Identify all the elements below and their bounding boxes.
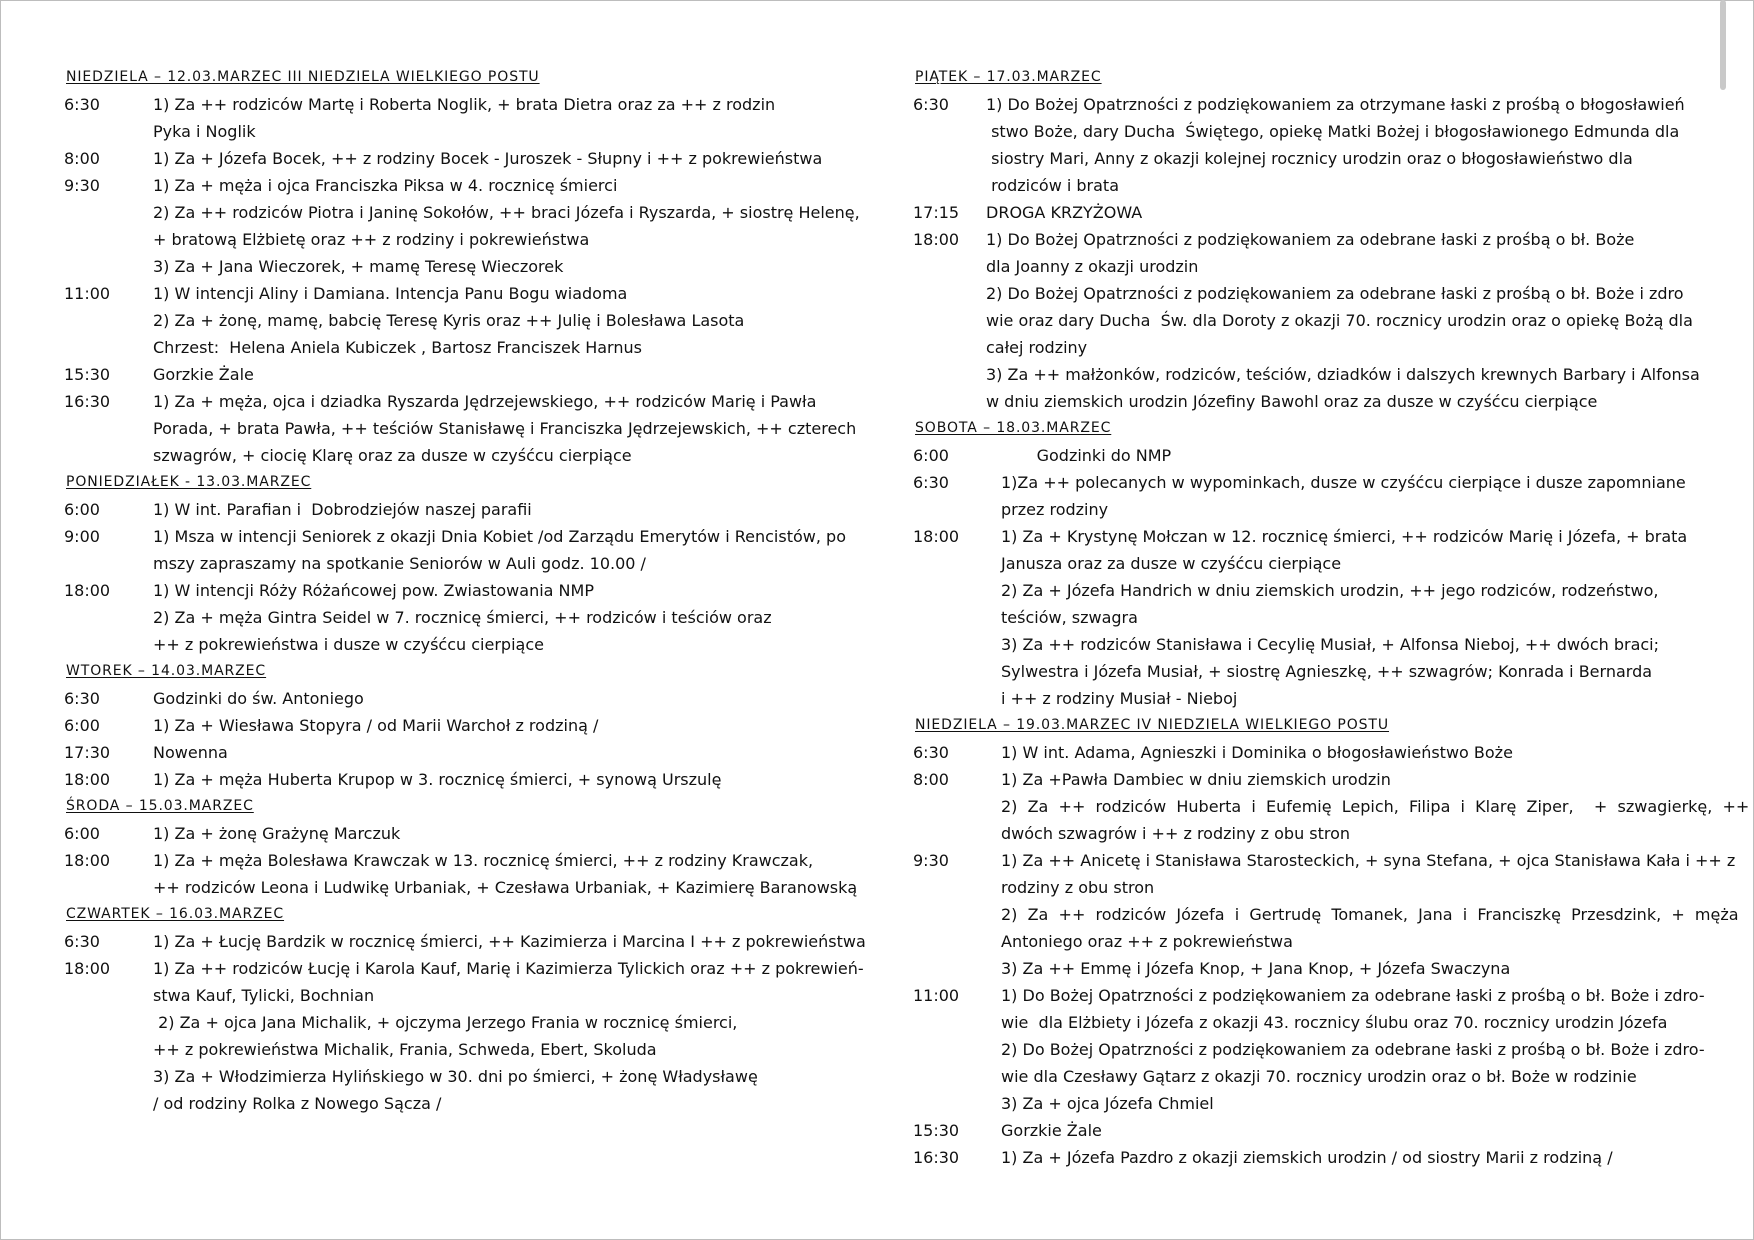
intention-line: 2) Za + Józefa Handrich w dniu ziemskich urodzin, ++ jego rodziców, rodzeństwo,	[1001, 581, 1659, 600]
intention-line: 3) Za + ojca Józefa Chmiel	[1001, 1094, 1214, 1113]
intention-line: 1) Za + Krystynę Mołczan w 12. rocznicę śmierci, ++ rodziców Marię i Józefa, + brata	[1001, 527, 1688, 546]
day-section	[913, 64, 1700, 415]
intention-line: mszy zapraszamy na spotkanie Seniorów w Auli godz. 10.00 /	[153, 554, 646, 573]
mass-entry	[64, 91, 854, 145]
intention-text	[986, 226, 1700, 415]
mass-entry	[913, 91, 1693, 199]
day-section	[64, 64, 860, 469]
intention-line: 1)Za ++ polecanych w wypominkach, dusze w czyśćcu cierpiące i dusze zapomniane	[1001, 473, 1686, 492]
intention-line: Gorzkie Żale	[1001, 1121, 1102, 1140]
mass-time: 6:00	[64, 716, 100, 735]
intention-line: teściów, szwagra	[1001, 608, 1138, 627]
intention-line: 3) Za ++ rodziców Stanisława i Cecylię Musiał, + Alfonsa Nieboj, ++ dwóch braci;	[1001, 635, 1660, 654]
mass-time: 6:30	[64, 95, 100, 114]
intention-text	[1001, 847, 1739, 982]
intention-line: 2) Za + męża Gintra Seidel w 7. rocznicę śmierci, ++ rodziców i teściów oraz	[153, 608, 772, 627]
intention-line: wie dla Elżbiety i Józefa z okazji 43. rocznicy ślubu oraz 70. rocznicy urodzin Józefa	[1001, 1013, 1668, 1032]
intention-text	[153, 145, 854, 172]
intention-text	[153, 496, 854, 523]
day-heading: CZWARTEK – 16.03.MARZEC	[66, 906, 285, 922]
mass-time: 6:00	[64, 824, 100, 843]
day-heading: PONIEDZIAŁEK - 13.03.MARZEC	[66, 474, 312, 490]
mass-entry	[913, 1117, 1693, 1144]
intention-line: 1) Za ++ rodziców Łucję i Karola Kauf, Marię i Kazimierza Tylickich oraz ++ z pokrewień-	[153, 959, 864, 978]
intention-line: 1) Za ++ Anicetę i Stanisława Starosteckich, + syna Stefana, + ojca Stanisława Kała i ++ z	[1001, 851, 1736, 870]
intention-line: 3) Za + Włodzimierza Hylińskiego w 30. dni po śmierci, + żonę Władysławę	[153, 1067, 758, 1086]
mass-entry	[64, 955, 864, 1117]
mass-time: 18:00	[64, 959, 111, 978]
intention-line: 3) Za ++ Emmę i Józefa Knop, + Jana Knop, + Józefa Swaczyna	[1001, 959, 1511, 978]
intention-line: rodziców i brata	[986, 176, 1120, 195]
intention-line: 1) Za +Pawła Dambiec w dniu ziemskich urodzin	[1001, 770, 1391, 789]
intention-line: 1) Za + męża, ojca i dziadka Ryszarda Jędrzejewskiego, ++ rodziców Marię i Pawła	[153, 392, 817, 411]
mass-entry	[64, 172, 860, 280]
intention-line: Sylwestra i Józefa Musiał, + siostrę Agnieszkę, ++ szwagrów; Konrada i Bernarda	[1001, 662, 1653, 681]
mass-time: 15:30	[64, 365, 111, 384]
mass-time: 9:30	[913, 851, 949, 870]
day-heading: WTOREK – 14.03.MARZEC	[66, 663, 267, 679]
mass-entry	[64, 739, 854, 766]
mass-entry	[64, 388, 857, 469]
mass-entry	[64, 820, 854, 847]
intention-text	[153, 523, 854, 577]
right-column	[913, 64, 1750, 1171]
intention-line: rodziny z obu stron	[1001, 878, 1155, 897]
mass-entry	[64, 523, 854, 577]
mass-entry	[913, 739, 1693, 766]
intention-line: / od rodziny Rolka z Nowego Sącza /	[153, 1094, 442, 1113]
intention-line: Nowenna	[153, 743, 228, 762]
intention-text	[153, 928, 866, 955]
intention-line: 1) W intencji Aliny i Damiana. Intencja Panu Bogu wiadoma	[153, 284, 628, 303]
intention-line: ++ z pokrewieństwa Michalik, Frania, Schweda, Ebert, Skoluda	[153, 1040, 657, 1059]
intention-line: 1) Za + męża Huberta Krupop w 3. rocznicę śmierci, + synową Urszulę	[153, 770, 722, 789]
day-heading: NIEDZIELA – 12.03.MARZEC III NIEDZIELA WIELKIEGO POSTU	[66, 69, 540, 85]
intention-line: Porada, + brata Pawła, ++ teściów Stanisławę i Franciszka Jędrzejewskich, ++ czterech	[153, 419, 857, 438]
intention-line: 3) Za ++ małżonków, rodziców, teściów, dziadków i dalszych krewnych Barbary i Alfonsa	[986, 365, 1700, 384]
intention-line: 1) Za + Józefa Bocek, ++ z rodziny Bocek - Juroszek - Słupny i ++ z pokrewieństwa	[153, 149, 823, 168]
intention-line: 1) W int. Parafian i Dobrodziejów naszej parafii	[153, 500, 532, 519]
intention-line: wie dla Czesławy Gątarz z okazji 70. rocznicy urodzin oraz o bł. Boże w rodzinie	[1001, 1067, 1637, 1086]
mass-entry	[913, 847, 1739, 982]
intention-line: + bratową Elżbietę oraz ++ z rodziny i pokrewieństwa	[153, 230, 590, 249]
day-section	[64, 658, 854, 793]
day-section	[64, 901, 866, 1117]
intention-text	[153, 685, 854, 712]
intention-text	[153, 739, 854, 766]
mass-time: 16:30	[913, 1148, 960, 1167]
intention-text	[153, 820, 854, 847]
mass-entry	[913, 469, 1693, 523]
intention-text	[986, 199, 1693, 226]
intention-line: ++ z pokrewieństwa i dusze w czyśćcu cierpiące	[153, 635, 544, 654]
intention-text	[1001, 1117, 1693, 1144]
intention-line: stwo Boże, dary Ducha Świętego, opiekę Matki Bożej i błogosławionego Edmunda dla	[986, 122, 1680, 141]
intention-line: 1) Za + Wiesława Stopyra / od Marii Warchoł z rodziną /	[153, 716, 599, 735]
mass-entry	[913, 1144, 1693, 1171]
mass-time: 6:30	[913, 743, 949, 762]
intention-line: całej rodziny	[986, 338, 1088, 357]
intention-line: i ++ z rodziny Musiał - Nieboj	[1001, 689, 1238, 708]
intention-line: 1) Za ++ rodziców Martę i Roberta Noglik, + brata Dietra oraz za ++ z rodzin	[153, 95, 776, 114]
intention-line: siostry Mari, Anny z okazji kolejnej rocznicy urodzin oraz o błogosławieństwo dla	[986, 149, 1633, 168]
mass-time: 17:15	[913, 203, 960, 222]
mass-entry	[913, 523, 1693, 712]
mass-time: 18:00	[64, 851, 111, 870]
day-section	[64, 793, 858, 901]
mass-entry	[64, 577, 854, 658]
intention-line: Godzinki do św. Antoniego	[153, 689, 364, 708]
mass-time: 11:00	[64, 284, 111, 303]
mass-entry	[64, 145, 854, 172]
intention-line: 1) Za + męża i ojca Franciszka Piksa w 4. rocznicę śmierci	[153, 176, 618, 195]
mass-entry	[64, 280, 854, 361]
mass-entry	[913, 226, 1700, 415]
mass-time: 15:30	[913, 1121, 960, 1140]
mass-time: 6:30	[64, 689, 100, 708]
intention-text	[153, 172, 860, 280]
mass-time: 8:00	[64, 149, 100, 168]
vertical-scrollbar[interactable]	[1718, 0, 1728, 1240]
scrollbar-thumb[interactable]	[1720, 0, 1726, 90]
intention-text	[1001, 739, 1693, 766]
mass-time: 9:30	[64, 176, 100, 195]
intention-line: 2) Za ++ rodziców Piotra i Janinę Sokołów, ++ braci Józefa i Ryszarda, + siostrę Helenę,	[153, 203, 860, 222]
mass-time: 8:00	[913, 770, 949, 789]
mass-entry	[64, 766, 854, 793]
intention-text	[153, 91, 854, 145]
intention-text	[153, 577, 854, 658]
intention-line: dla Joanny z okazji urodzin	[986, 257, 1199, 276]
intention-text	[153, 712, 854, 739]
mass-time: 6:00	[913, 446, 949, 465]
mass-entry	[913, 766, 1750, 847]
intention-text	[1001, 442, 1693, 469]
mass-time: 6:30	[913, 473, 949, 492]
intention-line: 3) Za + Jana Wieczorek, + mamę Teresę Wieczorek	[153, 257, 564, 276]
mass-entry	[64, 847, 858, 901]
mass-time: 6:30	[913, 95, 949, 114]
mass-entry	[913, 199, 1693, 226]
intention-line: szwagrów, + ciocię Klarę oraz za dusze w czyśćcu cierpiące	[153, 446, 632, 465]
intention-text	[153, 280, 854, 361]
intention-text	[1001, 982, 1705, 1117]
intention-line: stwa Kauf, Tylicki, Bochnian	[153, 986, 375, 1005]
intention-text	[153, 847, 857, 901]
intention-line: 2) Za ++ rodziców Józefa i Gertrudę Tomanek, Jana i Franciszkę Przesdzink, + męża	[1001, 905, 1739, 924]
mass-time: 6:00	[64, 500, 100, 519]
mass-entry	[64, 712, 854, 739]
intention-text	[153, 766, 854, 793]
mass-time: 6:30	[64, 932, 100, 951]
intention-line: 2) Do Bożej Opatrzności z podziękowaniem za odebrane łaski z prośbą o bł. Boże i zdro-	[1001, 1040, 1705, 1059]
mass-time: 11:00	[913, 986, 960, 1005]
intention-line: 1) Za + Józefa Pazdro z okazji ziemskich urodzin / od siostry Marii z rodziną /	[1001, 1148, 1613, 1167]
intention-line: 1) Do Bożej Opatrzności z podziękowaniem za odebrane łaski z prośbą o bł. Boże i zdro-	[1001, 986, 1705, 1005]
intention-line: 2) Za ++ rodziców Huberta i Eufemię Lepich, Filipa i Klarę Ziper, + szwagierkę, ++	[1001, 797, 1750, 816]
intention-line: 1) Msza w intencji Seniorek z okazji Dnia Kobiet /od Zarządu Emerytów i Rencistów, po	[153, 527, 846, 546]
intention-text	[1001, 523, 1693, 712]
intention-text	[1001, 469, 1693, 523]
day-heading: SOBOTA – 18.03.MARZEC	[915, 420, 1112, 436]
intention-line: wie oraz dary Ducha Św. dla Doroty z okazji 70. rocznicy urodzin oraz o opiekę Bożą dla	[986, 311, 1693, 330]
day-heading: ŚRODA – 15.03.MARZEC	[66, 798, 254, 814]
mass-time: 18:00	[64, 770, 111, 789]
intention-line: Godzinki do NMP	[1001, 446, 1172, 465]
intention-line: 1) Za + żonę Grażynę Marczuk	[153, 824, 401, 843]
intention-line: Pyka i Noglik	[153, 122, 256, 141]
intention-line: DROGA KRZYŻOWA	[986, 203, 1143, 222]
intention-line: Gorzkie Żale	[153, 365, 254, 384]
mass-time: 17:30	[64, 743, 111, 762]
intention-text	[153, 361, 854, 388]
intention-line: 1) Za + Łucję Bardzik w rocznicę śmierci, ++ Kazimierza i Marcina I ++ z pokrewieństwa	[153, 932, 866, 951]
intention-text	[1001, 1144, 1693, 1171]
mass-entry	[64, 928, 866, 955]
mass-time: 18:00	[913, 527, 960, 546]
left-column	[64, 64, 866, 1117]
day-section	[64, 469, 854, 658]
intention-line: dwóch szwagrów i ++ z rodziny z obu stron	[1001, 824, 1351, 843]
intention-line: w dniu ziemskich urodzin Józefiny Bawohl oraz za dusze w czyśćcu cierpiące	[986, 392, 1598, 411]
intention-line: 1) W int. Adama, Agnieszki i Dominika o błogosławieństwo Boże	[1001, 743, 1513, 762]
day-section	[913, 415, 1693, 712]
mass-entry	[64, 685, 854, 712]
mass-time: 18:00	[64, 581, 111, 600]
mass-time: 18:00	[913, 230, 960, 249]
intention-line: 1) W intencji Róży Różańcowej pow. Zwiastowania NMP	[153, 581, 594, 600]
intention-line: 1) Za + męża Bolesława Krawczak w 13. rocznicę śmierci, ++ z rodziny Krawczak,	[153, 851, 814, 870]
mass-entry	[913, 982, 1705, 1117]
intention-line: 2) Za + żonę, mamę, babcię Teresę Kyris oraz ++ Julię i Bolesława Lasota	[153, 311, 745, 330]
day-section	[913, 712, 1750, 1171]
intention-text	[153, 388, 856, 469]
day-heading: NIEDZIELA – 19.03.MARZEC IV NIEDZIELA WIELKIEGO POSTU	[915, 717, 1390, 733]
mass-time: 16:30	[64, 392, 111, 411]
intention-line: 1) Do Bożej Opatrzności z podziękowaniem za otrzymane łaski z prośbą o błogosławień	[986, 95, 1685, 114]
mass-entry	[64, 496, 854, 523]
intention-text	[1001, 766, 1749, 847]
intention-text	[986, 91, 1693, 199]
intention-line: Janusza oraz za dusze w czyśćcu cierpiące	[1001, 554, 1342, 573]
mass-entry	[913, 442, 1693, 469]
intention-line: Chrzest: Helena Aniela Kubiczek , Bartosz Franciszek Harnus	[153, 338, 642, 357]
mass-time: 9:00	[64, 527, 100, 546]
intention-line: ++ rodziców Leona i Ludwikę Urbaniak, + Czesława Urbaniak, + Kazimierę Baranowską	[153, 878, 858, 897]
day-heading: PIĄTEK – 17.03.MARZEC	[915, 69, 1102, 85]
intention-line: 2) Do Bożej Opatrzności z podziękowaniem za odebrane łaski z prośbą o bł. Boże i zdro	[986, 284, 1684, 303]
intention-line: 2) Za + ojca Jana Michalik, + ojczyma Jerzego Frania w rocznicę śmierci,	[153, 1013, 738, 1032]
intention-line: przez rodziny	[1001, 500, 1109, 519]
intention-line: 1) Do Bożej Opatrzności z podziękowaniem za odebrane łaski z prośbą o bł. Boże	[986, 230, 1635, 249]
mass-entry	[64, 361, 854, 388]
intention-text	[153, 955, 864, 1117]
intention-line: Antoniego oraz ++ z pokrewieństwa	[1001, 932, 1293, 951]
